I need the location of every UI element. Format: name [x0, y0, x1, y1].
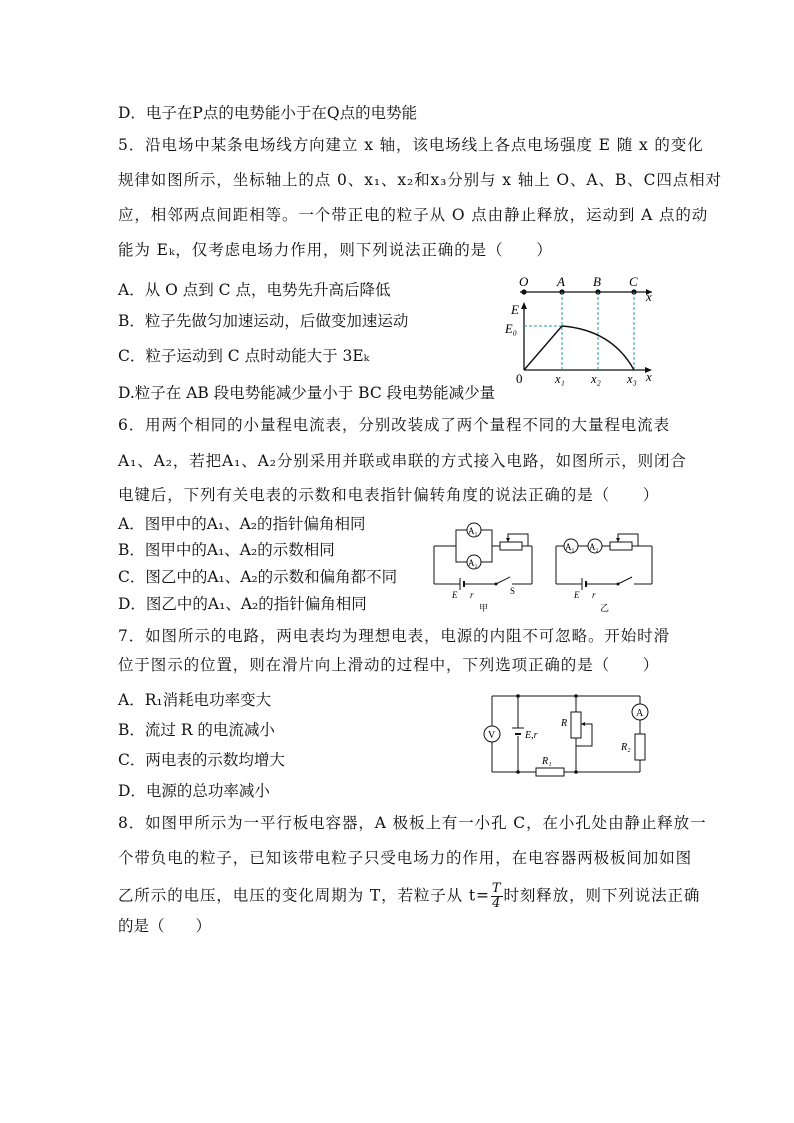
yi-r-label: r [592, 590, 596, 600]
jia-switch-blade [496, 577, 510, 584]
q5-stem-line-3: 应，相邻两点间距相等。一个带正电的粒子从 O 点由静止释放，运动到 A 点的动 [118, 206, 709, 224]
q8-stem-line-4: 的是（ ） [118, 917, 212, 935]
label-x1: x₁ [555, 372, 565, 386]
ammeter-label: A [636, 708, 644, 719]
junction-bottom-mid [574, 770, 578, 774]
source-label: E,r [525, 730, 538, 741]
q5-stem-line-4: 能为 Eₖ，仅考虑电场力作用，则下列说法正确的是（ ） [118, 241, 553, 259]
label-x2: x₂ [591, 372, 601, 386]
fraction [491, 882, 503, 911]
jia-switch-pivot [495, 583, 498, 586]
jia-rheostat [500, 542, 522, 550]
voltmeter-label: V [488, 730, 496, 741]
resistor-r1 [536, 768, 564, 776]
q6-option-d: D．图乙中的A₁、A₂的指针偏角相同 [118, 595, 367, 613]
q6-circuits [428, 518, 660, 614]
label-origin: 0 [516, 371, 523, 386]
e-curve-rise [524, 326, 562, 370]
q7-stem-line-2: 位于图示的位置，则在滑片向上滑动的过程中，下列选项正确的是（ ） [118, 656, 660, 674]
label-e0: E₀ [505, 322, 517, 336]
label-o: O [519, 274, 529, 289]
q6-option-c: C．图乙中的A₁、A₂的示数和偏角都不同 [118, 568, 398, 586]
yi-slider-arrow [616, 538, 620, 542]
jia-s-label: S [510, 586, 516, 596]
r2-label: R₂ [621, 742, 631, 753]
q5-e-x-graph [500, 270, 665, 392]
q7-option-b: B．流过 R 的电流减小 [118, 721, 275, 739]
r1-label: R₁ [542, 756, 552, 767]
rheostat-r [571, 712, 581, 738]
q6-stem-line-1: 6．用两个相同的小量程电流表，分别改装成了两个量程不同的大量程电流表 [118, 416, 670, 434]
label-bottom-x: x [646, 369, 652, 384]
q7-option-d: D．电源的总功率减小 [118, 782, 270, 800]
q4-option-d: D．电子在P点的电势能小于在Q点的电势能 [118, 104, 418, 122]
q7-option-c: C．两电表的示数均增大 [118, 751, 285, 769]
yi-e-label: E [574, 590, 580, 600]
q5-stem-line-1: 5．沿电场中某条电场线方向建立 x 轴，该电场线上各点电场强度 E 随 x 的变化 [118, 136, 704, 154]
e-axis-arrow [521, 302, 527, 309]
junction-top-mid [574, 694, 578, 698]
jia-r-label: r [470, 590, 474, 600]
fraction-numerator: T [491, 881, 502, 896]
circuit-jia [434, 523, 532, 613]
junction-top-left [516, 694, 520, 698]
q7-option-a: A．R₁消耗电功率变大 [118, 691, 272, 709]
q8-stem-line-1: 8．如图甲所示为一平行板电容器，A 极板上有一小孔 C，在小孔处由静止释放一 [118, 814, 707, 832]
yi-switch-pivot [617, 583, 620, 586]
q6-stem-line-3: 电键后，下列有关电表的示数和电表指针偏转角度的说法正确的是（ ） [118, 486, 660, 504]
q5-option-a: A．从 O 点到 C 点，电势先升高后降低 [118, 281, 391, 299]
q6-stem-line-2: A₁、A₂，若把A₁、A₂分别采用并联或串联的方式接入电路，如图所示，则闭合 [118, 452, 687, 470]
jia-e-label: E [452, 590, 458, 600]
r-label: R [561, 718, 568, 729]
q5-option-b: B．粒子先做匀加速运动，后做变加速运动 [118, 312, 409, 330]
q6-option-a: A．图甲中的A₁、A₂的指针偏角相同 [118, 515, 366, 533]
yi-a1-label: A₁ [565, 542, 575, 552]
q5-option-c: C．粒子运动到 C 点时动能大于 3Eₖ [118, 347, 370, 365]
q8-line-3-part-2: 时刻释放，则下列说法正确 [503, 886, 701, 905]
q6-option-b: B．图甲中的A₁、A₂的示数相同 [118, 541, 335, 559]
q7-stem-line-1: 7．如图所示的电路，两电表均为理想电表，电源的内阻不可忽略。开始时滑 [118, 627, 670, 645]
label-top-x: x [646, 289, 652, 304]
q7-circuit [480, 690, 660, 780]
label-c: C [629, 274, 638, 289]
jia-a2-label: A₂ [468, 558, 478, 568]
fraction-denominator: 4 [492, 896, 502, 911]
q5-option-d: D.粒子在 AB 段电势能减少量小于 BC 段电势能减少量 [118, 384, 496, 402]
q5-stem-line-2: 规律如图所示，坐标轴上的点 0、x₁、x₂和x₃分别与 x 轴上 O、A、B、C四点相对 [118, 171, 722, 189]
q8-stem-line-3 [118, 882, 700, 911]
label-e: E [511, 302, 519, 317]
point-o [521, 289, 526, 294]
label-a: A [557, 274, 565, 289]
jia-caption: 甲 [479, 603, 489, 613]
yi-a2-label: A₂ [589, 542, 599, 552]
rheostat-slider-arrow [581, 722, 585, 726]
yi-switch-blade [618, 577, 632, 584]
jia-rheostat-slider [508, 534, 528, 546]
label-b: B [593, 274, 601, 289]
junction-bottom-left [516, 770, 520, 774]
jia-a1-label: A₁ [468, 526, 478, 536]
q8-stem-line-2: 个带负电的粒子，已知该带电粒子只受电场力的作用，在电容器两极板间加如图 [118, 849, 693, 867]
q8-line-3-part-1: 乙所示的电压，电压的变化周期为 T，若粒子从 t= [118, 886, 490, 905]
yi-caption: 乙 [600, 603, 610, 613]
circuit-yi [556, 534, 652, 613]
yi-rheostat-slider [618, 534, 638, 546]
resistor-r2 [635, 734, 645, 760]
yi-rheostat [610, 542, 632, 550]
jia-slider-arrow [506, 538, 510, 542]
label-x3: x₃ [627, 372, 637, 386]
